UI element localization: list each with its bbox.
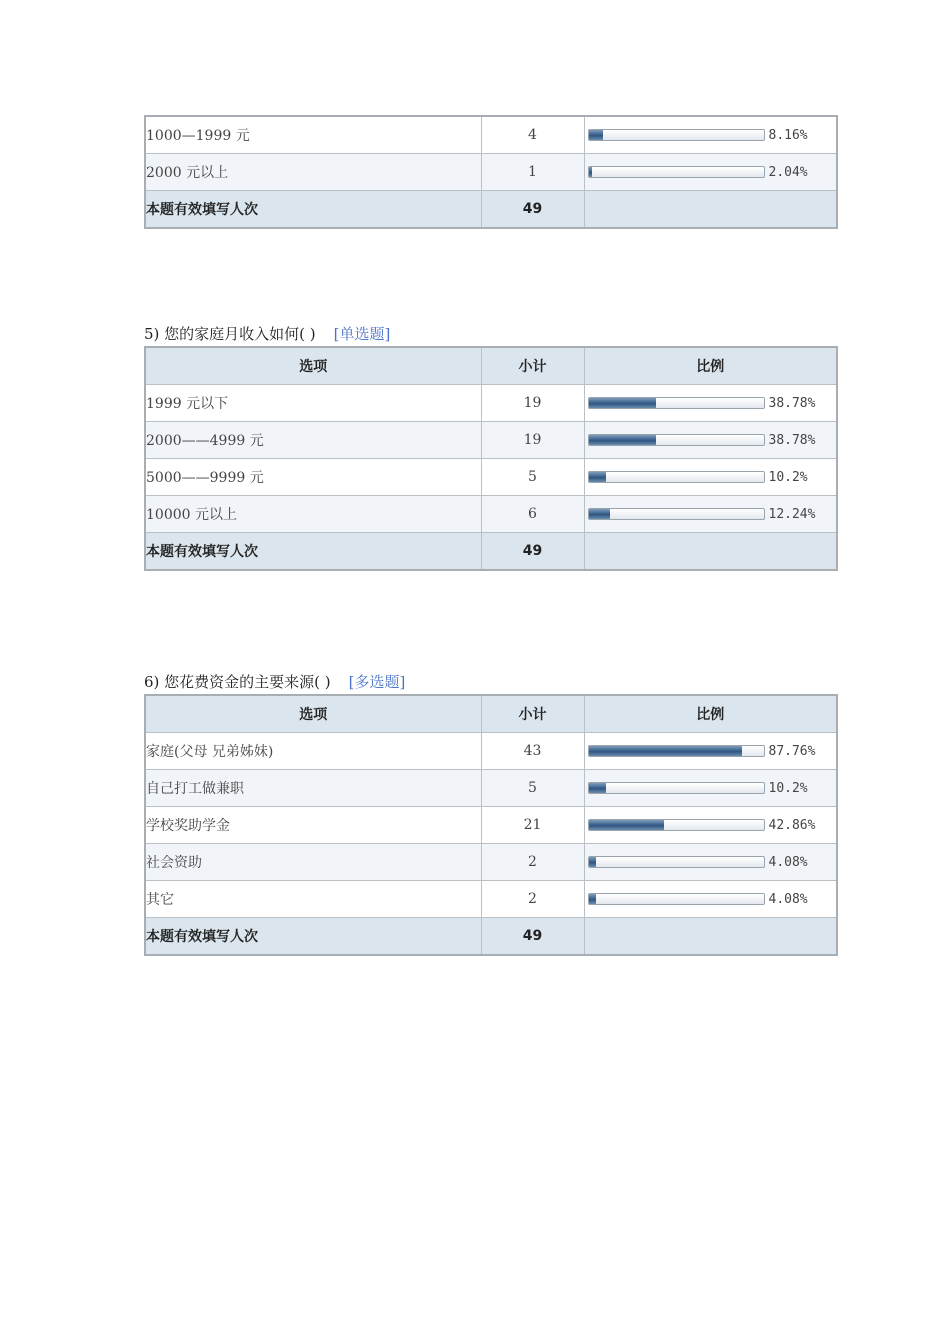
total-count: 49	[481, 918, 584, 956]
table-row	[145, 844, 837, 881]
survey-block-q6	[144, 670, 838, 956]
option-ratio	[584, 844, 837, 881]
table-row	[145, 770, 837, 807]
ratio-bar	[588, 129, 765, 141]
ratio-bar-fill	[589, 435, 657, 445]
survey-block-income-continued	[144, 115, 838, 229]
ratio-text: 38.78%	[768, 432, 816, 448]
header-count: 小计	[481, 347, 584, 385]
option-label: 1999 元以下	[145, 385, 481, 422]
question-title	[144, 670, 838, 694]
option-label: 1000—1999 元	[145, 116, 481, 154]
question-text: 6) 您花费资金的主要来源( )	[144, 673, 331, 691]
ratio-text: 10.2%	[768, 780, 808, 796]
header-option: 选项	[145, 347, 481, 385]
option-count: 1	[481, 154, 584, 191]
ratio-text: 87.76%	[768, 743, 816, 759]
total-label: 本题有效填写人次	[145, 533, 481, 571]
ratio-text: 4.08%	[768, 891, 808, 907]
total-row	[145, 918, 837, 956]
ratio-bar-fill	[589, 820, 664, 830]
option-ratio	[584, 385, 837, 422]
option-label: 学校奖助学金	[145, 807, 481, 844]
total-empty-cell	[584, 191, 837, 229]
option-ratio	[584, 154, 837, 191]
option-ratio	[584, 116, 837, 154]
table-row	[145, 385, 837, 422]
survey-table	[144, 346, 838, 571]
ratio-text: 10.2%	[768, 469, 808, 485]
ratio-bar	[588, 745, 765, 757]
option-count: 19	[481, 385, 584, 422]
survey-table	[144, 115, 838, 229]
ratio-bar	[588, 397, 765, 409]
table-row	[145, 807, 837, 844]
header-row	[145, 347, 837, 385]
ratio-bar-fill	[589, 894, 596, 904]
option-ratio	[584, 881, 837, 918]
ratio-bar-fill	[589, 783, 607, 793]
option-count: 2	[481, 881, 584, 918]
ratio-bar	[588, 166, 765, 178]
total-label: 本题有效填写人次	[145, 918, 481, 956]
option-count: 6	[481, 496, 584, 533]
total-count: 49	[481, 191, 584, 229]
header-ratio: 比例	[584, 695, 837, 733]
total-row	[145, 533, 837, 571]
option-label: 2000——4999 元	[145, 422, 481, 459]
total-label: 本题有效填写人次	[145, 191, 481, 229]
option-count: 5	[481, 770, 584, 807]
ratio-bar-fill	[589, 472, 607, 482]
ratio-text: 2.04%	[768, 164, 808, 180]
option-label: 家庭(父母 兄弟姊妹)	[145, 733, 481, 770]
survey-table	[144, 694, 838, 956]
table-row	[145, 496, 837, 533]
ratio-bar-fill	[589, 857, 596, 867]
ratio-text: 12.24%	[768, 506, 816, 522]
ratio-text: 42.86%	[768, 817, 816, 833]
option-ratio	[584, 733, 837, 770]
header-option: 选项	[145, 695, 481, 733]
question-type-label: [多选题]	[348, 673, 406, 691]
option-ratio	[584, 422, 837, 459]
survey-block-q5	[144, 322, 838, 571]
option-count: 19	[481, 422, 584, 459]
question-title	[144, 322, 838, 346]
option-count: 5	[481, 459, 584, 496]
option-label: 10000 元以上	[145, 496, 481, 533]
option-label: 5000——9999 元	[145, 459, 481, 496]
option-label: 2000 元以上	[145, 154, 481, 191]
table-row	[145, 422, 837, 459]
option-count: 21	[481, 807, 584, 844]
total-empty-cell	[584, 918, 837, 956]
ratio-bar-fill	[589, 398, 657, 408]
option-count: 2	[481, 844, 584, 881]
option-count: 43	[481, 733, 584, 770]
option-ratio	[584, 770, 837, 807]
ratio-bar	[588, 508, 765, 520]
ratio-bar	[588, 471, 765, 483]
ratio-bar-fill	[589, 746, 743, 756]
ratio-bar	[588, 856, 765, 868]
header-row	[145, 695, 837, 733]
option-ratio	[584, 807, 837, 844]
ratio-bar-fill	[589, 509, 610, 519]
total-row	[145, 191, 837, 229]
option-label: 其它	[145, 881, 481, 918]
table-row	[145, 881, 837, 918]
option-label: 社会资助	[145, 844, 481, 881]
ratio-bar	[588, 434, 765, 446]
option-ratio	[584, 496, 837, 533]
ratio-bar	[588, 893, 765, 905]
option-count: 4	[481, 116, 584, 154]
ratio-text: 38.78%	[768, 395, 816, 411]
header-ratio: 比例	[584, 347, 837, 385]
ratio-bar-fill	[589, 167, 593, 177]
header-count: 小计	[481, 695, 584, 733]
table-row	[145, 116, 837, 154]
ratio-bar-fill	[589, 130, 603, 140]
option-ratio	[584, 459, 837, 496]
ratio-text: 8.16%	[768, 127, 808, 143]
total-count: 49	[481, 533, 584, 571]
table-row	[145, 154, 837, 191]
ratio-bar	[588, 819, 765, 831]
option-label: 自己打工做兼职	[145, 770, 481, 807]
ratio-text: 4.08%	[768, 854, 808, 870]
table-row	[145, 733, 837, 770]
question-text: 5) 您的家庭月收入如何( )	[144, 325, 316, 343]
question-type-label: [单选题]	[333, 325, 391, 343]
total-empty-cell	[584, 533, 837, 571]
table-row	[145, 459, 837, 496]
ratio-bar	[588, 782, 765, 794]
